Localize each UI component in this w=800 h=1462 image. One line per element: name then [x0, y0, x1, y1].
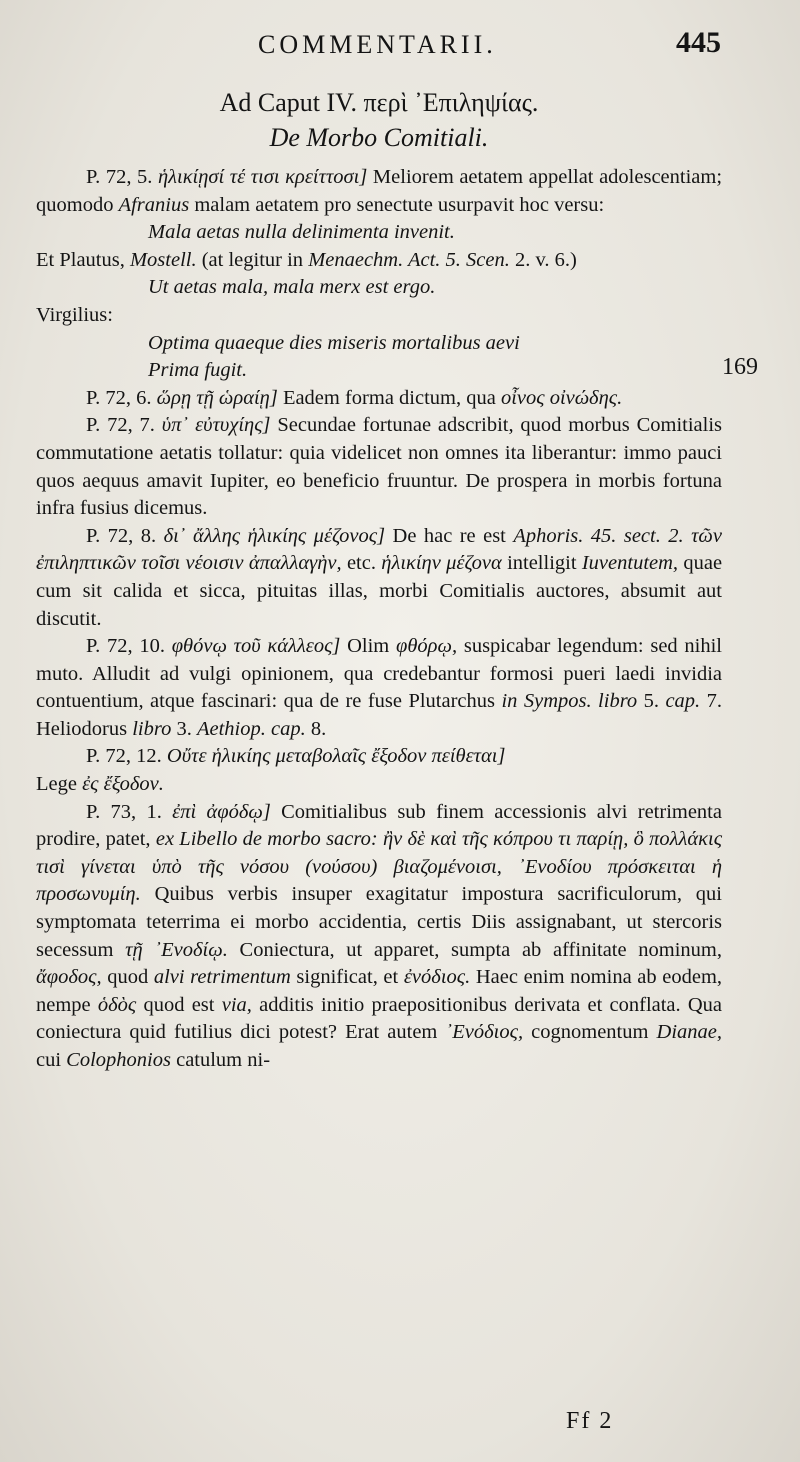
reference: P. 72, 8. — [86, 524, 157, 547]
citation: Menaechm. Act. 5. Scen. — [308, 248, 510, 271]
reference: P. 73, 1. — [86, 800, 162, 823]
verse-3b: Prima fugit. — [148, 359, 248, 382]
verse-3a: Optima quaeque dies miseris mortalibus aevi — [148, 331, 520, 354]
text: cognomentum — [531, 1021, 649, 1044]
text: 5. — [643, 690, 659, 713]
greek-text: ἐς ἔξοδον. — [82, 773, 164, 796]
text: cui — [36, 1049, 62, 1071]
text: Lege — [36, 773, 77, 796]
paragraph-5 — [36, 412, 722, 522]
text: Eadem forma dictum, qua — [282, 386, 496, 409]
text: De hac re est — [392, 524, 506, 547]
paragraph-1 — [36, 164, 722, 219]
citation: ex Libello de morbo sacro: — [155, 828, 378, 851]
page-header — [0, 26, 800, 66]
body-text — [36, 86, 722, 1075]
page-number: 445 — [676, 26, 721, 59]
emphasis: Dianae, — [656, 1021, 723, 1044]
emphasis: Colophonios — [66, 1049, 171, 1071]
greek-lemma: Οὔτε ἡλικίης μεταβολαῖς ἔξοδον πείθεται] — [166, 745, 506, 768]
verse-2: Ut aetas mala, mala merx est ergo. — [148, 276, 436, 299]
greek-text: ἐνόδιος. — [403, 966, 471, 989]
text: 2. v. 6.) — [515, 248, 577, 271]
text: Comitialibus sub finem accessionis alvi retrimenta prodire, patet, — [36, 800, 722, 851]
greek-text: τῶν ἐπιληπτικῶν τοῖσι νέοισιν ἀπαλλαγὴν, — [36, 524, 723, 575]
greek-lemma: φθόνῳ τοῦ κάλλεος] — [171, 635, 341, 658]
paragraph-8 — [36, 743, 722, 771]
text: (at legitur in — [201, 248, 304, 271]
paragraph-6 — [36, 523, 722, 633]
text: malam aetatem pro senectute usurpavit hoc versu: — [194, 193, 605, 216]
citation: Aethiop. cap. — [196, 717, 306, 740]
chapter-heading: Ad Caput IV. περὶ ᾿Επιληψίας. — [219, 88, 539, 117]
chapter-subheading: De Morbo Comitiali. — [269, 123, 489, 152]
paragraph-3: Virgilius: — [36, 303, 113, 326]
reference: P. 72, 10. — [86, 635, 165, 658]
reference: P. 72, 12. — [86, 745, 162, 768]
paragraph-2 — [36, 247, 722, 275]
text: Coniectura, ut apparet, sumpta ab affinitate nominum, — [239, 938, 722, 961]
greek-text: φθόρῳ, — [396, 635, 458, 658]
paragraph-4 — [36, 385, 722, 413]
signature-mark: Ff 2 — [566, 1408, 614, 1434]
text: Et Plautus, — [36, 248, 125, 271]
margin-number: 169 — [722, 354, 758, 380]
emphasis: alvi retrimentum — [153, 966, 291, 989]
citation: libro — [132, 717, 172, 740]
text: catulum ni- — [176, 1049, 271, 1071]
citation: cap. — [665, 690, 701, 713]
text: Olim — [347, 635, 390, 658]
verse-1: Mala aetas nulla delinimenta invenit. — [148, 221, 455, 244]
text: quod est — [143, 993, 215, 1016]
text: significat, et — [296, 966, 399, 989]
text: suspicabar legendum: sed nihil muto. Alludit ad vulgi opinionem, qua credebantur formosi pueri laedi invidia contuentium, atque fascinari: qua de re fuse Plutarchus — [36, 635, 723, 713]
greek-lemma: δι᾿ ἄλλης ἡλικίης μέζονος] — [163, 524, 386, 547]
text: 8. — [310, 717, 327, 740]
greek-quote: ἢν δὲ καὶ τῆς κόπρου τι παρίῃ, ὃ πολλάκις τισὶ γίνεται ὑπὸ τῆς νόσου (νούσου) βιαζομένοισι, ᾿Ενοδίου πρόσκειται ἡ προσωνυμίη. — [36, 828, 723, 906]
text: Haec enim nomina ab eodem, nempe — [36, 966, 723, 1016]
text: etc. — [346, 552, 376, 575]
emphasis: via, — [221, 993, 252, 1016]
greek-text: ἄφοδος, — [36, 966, 102, 989]
citation: Mostell. — [129, 248, 197, 271]
reference: P. 72, 5. — [86, 166, 153, 188]
paragraph-8-cont — [36, 771, 722, 799]
text: quae cum sit calida et sicca, pituitas illas, morbi Comitialis auctores, absumit aut discutit. — [36, 552, 723, 630]
greek-text: ὁδὸς — [97, 993, 137, 1016]
text: quod — [107, 966, 149, 989]
greek-lemma: ὑπ᾿ εὐτυχίης] — [161, 414, 271, 437]
running-head: COMMENTARII. — [258, 30, 497, 59]
greek-text: τῇ ᾿Ενοδίῳ. — [125, 938, 228, 961]
greek-lemma: ἐπὶ ἀφόδῳ] — [172, 800, 271, 823]
citation: Aphoris. 45. sect. 2. — [513, 524, 684, 547]
greek-text: ἡλικίην μέζονα — [381, 552, 502, 575]
reference: P. 72, 7. — [86, 414, 155, 437]
text: Quibus verbis insuper exagitatur impostura sacrificulorum, qui symptomata teterrima ei morbo accidentia, certis Diis assignabant, ut stercoris secessum — [36, 883, 723, 961]
reference: P. 72, 6. — [86, 386, 152, 409]
greek-text: ᾿Ενόδιος, — [445, 1021, 524, 1044]
citation: in Sympos. libro — [501, 690, 638, 713]
text: 3. — [176, 717, 192, 740]
paragraph-9 — [36, 799, 722, 1075]
text: 7. Heliodorus — [36, 690, 723, 740]
text: Meliorem aetatem appellat adolescentiam; quomodo — [36, 166, 723, 216]
greek-lemma: ἡλικίῃσί τέ τισι κρείττοσι] — [157, 166, 368, 188]
emphasis: Iuventutem, — [581, 552, 679, 575]
paragraph-7 — [36, 633, 722, 743]
text: Secundae fortunae adscribit, quod morbus Comitialis commutatione aetatis tollatur: quia videlicet non omnes ita liberantur: immo pauci quos aequus amavit Iupiter, eo beneficio fruuntur. De prospera in morbis fortuna infra fusius dicemus. — [36, 414, 723, 520]
text: additis initio praepositionibus derivata et conflata. Qua coniectura quid futilius dici potest? Erat autem — [36, 993, 723, 1044]
greek-text: οἶνος οἰνώδης. — [500, 386, 623, 409]
text: intelligit — [507, 552, 577, 575]
author-name: Afranius — [118, 193, 190, 216]
greek-lemma: ὥρῃ τῇ ὡραίῃ] — [156, 386, 278, 409]
